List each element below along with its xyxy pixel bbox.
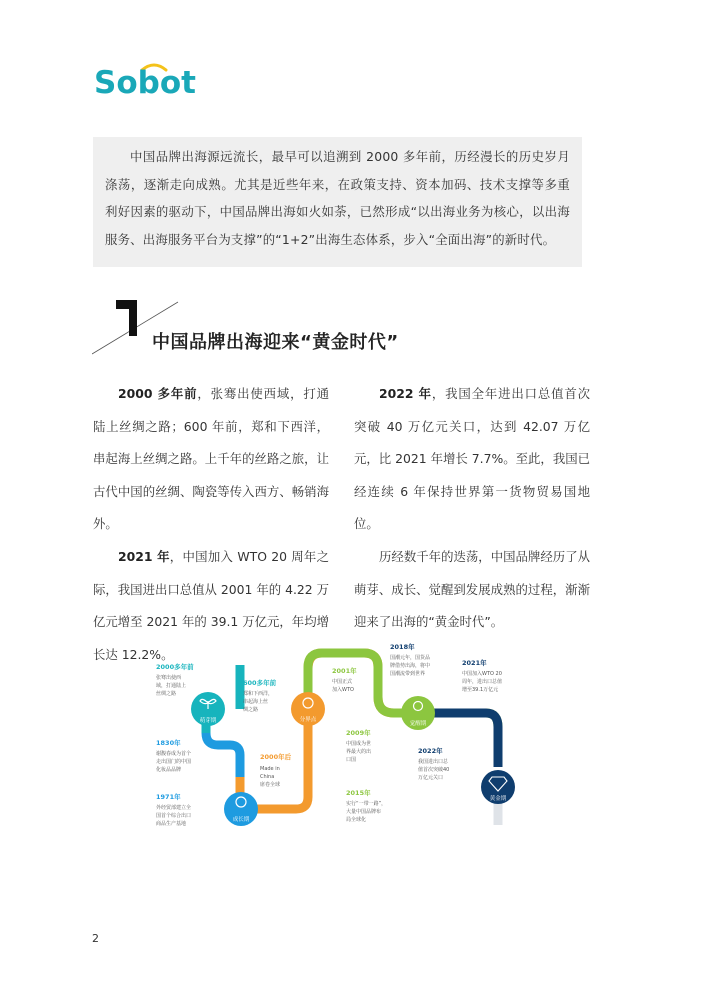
svg-text:分界点: 分界点 xyxy=(299,717,317,723)
svg-text:黄金期: 黄金期 xyxy=(489,796,507,802)
svg-text:实行“一带一路”，: 实行“一带一路”， xyxy=(346,801,387,807)
svg-text:中国正式: 中国正式 xyxy=(332,679,353,685)
stage-sprout xyxy=(191,692,225,726)
svg-text:郑和下西洋，: 郑和下西洋， xyxy=(243,691,274,697)
svg-text:界最大的出: 界最大的出 xyxy=(346,749,372,755)
intro-box xyxy=(93,137,582,267)
sobot-logo xyxy=(92,58,212,98)
event-2018 xyxy=(390,642,430,677)
svg-text:绸之路: 绸之路 xyxy=(243,707,259,713)
svg-text:国潮流带到世界: 国潮流带到世界 xyxy=(390,671,426,677)
svg-text:China: China xyxy=(260,774,275,780)
svg-text:万亿元关口: 万亿元关口 xyxy=(418,775,444,781)
svg-text:中国成为世: 中国成为世 xyxy=(346,741,372,747)
event-2000bc xyxy=(156,662,194,697)
event-2000 xyxy=(260,752,292,788)
svg-text:张骞出使西: 张骞出使西 xyxy=(156,675,182,681)
stage-turning-point xyxy=(291,692,325,726)
svg-text:1830年: 1830年 xyxy=(156,739,181,747)
svg-text:中国加入WTO 20: 中国加入WTO 20 xyxy=(462,671,502,677)
svg-text:成长期: 成长期 xyxy=(232,817,250,823)
svg-text:串起海上丝: 串起海上丝 xyxy=(243,699,269,705)
svg-text:商品生产基地: 商品生产基地 xyxy=(156,821,187,827)
svg-text:席卷全球: 席卷全球 xyxy=(260,782,281,788)
svg-text:600多年前: 600多年前 xyxy=(243,679,277,687)
event-2021 xyxy=(462,658,502,693)
svg-text:2018年: 2018年 xyxy=(390,643,415,651)
svg-text:2022年: 2022年 xyxy=(418,747,443,755)
svg-text:2000多年前: 2000多年前 xyxy=(156,663,194,671)
section-title: 中国品牌出海迎来“黄金时代” xyxy=(152,332,399,353)
paragraph-2021: 2021 年，中国加入 WTO 20 周年之际，我国进出口总值从 2001 年的 4.22 万亿元增至 2021 年的 39.1 万亿元，年均增长达 12.2%。 xyxy=(93,548,329,662)
svg-text:Made in: Made in xyxy=(260,766,280,772)
event-2015 xyxy=(346,788,386,823)
logo-text: Sobot xyxy=(94,65,196,98)
svg-text:走出国门的中国: 走出国门的中国 xyxy=(156,759,192,765)
svg-text:谢馥春成为首个: 谢馥春成为首个 xyxy=(156,751,192,757)
paragraph-golden-age: 历经数千年的迭荡，中国品牌经历了从萌芽、成长、觉醒到发展成熟的过程，渐渐迎来了出海的“黄金时代”。 xyxy=(354,548,590,630)
svg-text:觉醒期: 觉醒期 xyxy=(409,721,427,727)
svg-text:我国进出口总: 我国进出口总 xyxy=(418,759,449,765)
stage-growth xyxy=(224,792,258,826)
stage-awakening xyxy=(401,696,435,730)
svg-text:大量中国品牌布: 大量中国品牌布 xyxy=(346,809,382,815)
event-2022 xyxy=(418,746,449,781)
svg-text:增至39.1万亿元: 增至39.1万亿元 xyxy=(462,687,499,693)
svg-text:2015年: 2015年 xyxy=(346,789,371,797)
event-1830 xyxy=(156,738,191,773)
svg-text:域，打通陆上: 域，打通陆上 xyxy=(156,683,187,689)
event-1971 xyxy=(156,792,191,827)
svg-text:值首次突破40: 值首次突破40 xyxy=(418,767,450,773)
paragraph-2022: 2022 年，我国全年进出口总值首次突破 40 万亿元关口，达到 42.07 万亿元，比 2021 年增长 7.7%。至此，我国已经连续 6 年保持世界第一货物贸易国地位。 xyxy=(354,386,590,532)
svg-text:口国: 口国 xyxy=(346,757,357,763)
intro-paragraph: 中国品牌出海源远流长，最早可以追溯到 2000 多年前，历经漫长的历史岁月涤荡，逐渐走向成熟。尤其是近些年来，在政策支持、资本加码、技术支撑等多重利好因素的驱动下，中国品牌出海如火如荼，已然形成“以出海业务为核心，以出海服务、出海服务平台为支撑”的“1+2”出海生态体系，步入“全面出海”的新时代。 xyxy=(105,149,570,247)
event-2001 xyxy=(332,666,357,693)
svg-text:2001年: 2001年 xyxy=(332,667,357,675)
stage-golden xyxy=(481,770,515,804)
svg-text:周年，进出口总值: 周年，进出口总值 xyxy=(462,679,503,685)
svg-text:2000年后: 2000年后 xyxy=(260,753,292,761)
svg-text:2009年: 2009年 xyxy=(346,729,371,737)
paragraph-2000: 2000 多年前，张骞出使西域，打通陆上丝绸之路；600 年前，郑和下西洋，串起海上丝绸之路。上千年的丝路之旅，让古代中国的丝绸、陶瓷等传入西方、畅销海外。 xyxy=(93,386,329,532)
svg-text:局全球化: 局全球化 xyxy=(346,817,367,823)
right-column xyxy=(354,378,590,639)
event-600y xyxy=(243,678,277,713)
svg-text:萌芽期: 萌芽期 xyxy=(199,718,217,724)
left-column xyxy=(93,378,329,671)
svg-text:牌借势出海，将中: 牌借势出海，将中 xyxy=(390,663,431,669)
page-number: 2 xyxy=(92,932,99,945)
svg-text:化妆品品牌: 化妆品品牌 xyxy=(156,767,182,773)
svg-text:丝绸之路: 丝绸之路 xyxy=(156,691,177,697)
svg-text:2021年: 2021年 xyxy=(462,659,487,667)
svg-text:1971年: 1971年 xyxy=(156,793,181,801)
svg-text:加入WTO: 加入WTO xyxy=(332,687,354,693)
event-2009 xyxy=(346,728,371,763)
svg-text:国潮元年，国货品: 国潮元年，国货品 xyxy=(390,655,431,661)
svg-text:外经贸部建立全: 外经贸部建立全 xyxy=(156,805,192,811)
timeline-infographic xyxy=(146,637,526,837)
svg-text:国首个综合出口: 国首个综合出口 xyxy=(156,813,192,819)
